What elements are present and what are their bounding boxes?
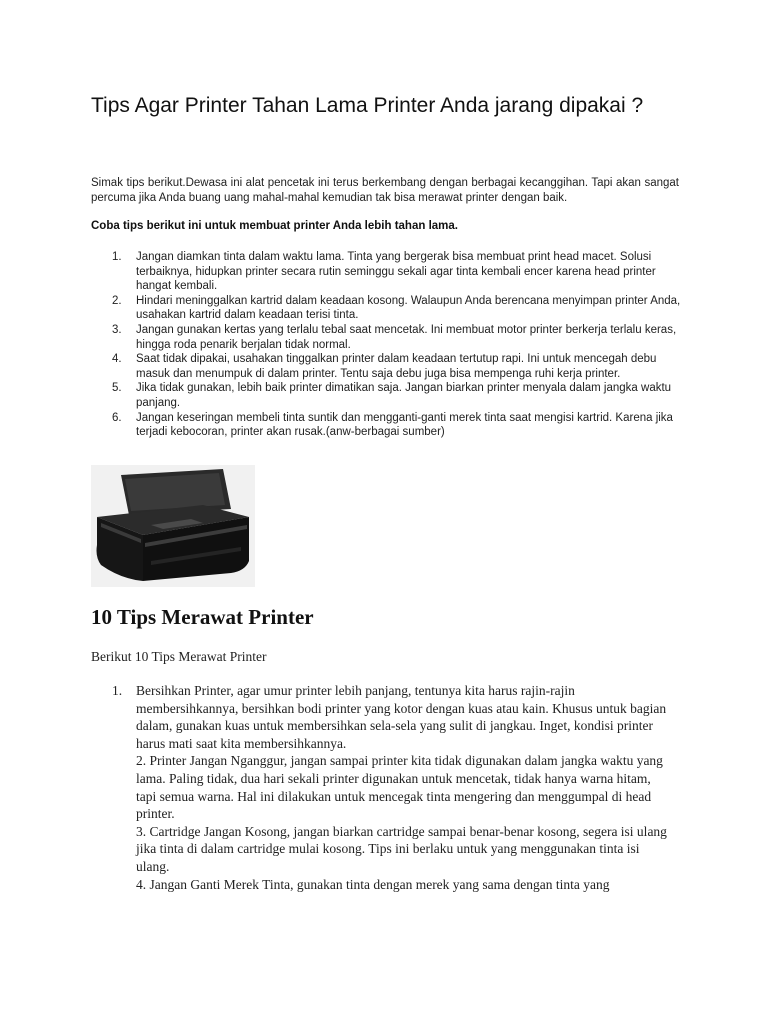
article-title: Tips Agar Printer Tahan Lama Printer Anda jarang dipakai ? [91, 94, 644, 117]
list-text: Jangan diamkan tinta dalam waktu lama. Tinta yang bergerak bisa membuat print head macet. Solusi terbaiknya, hidupkan printer secara rutin seminggu sekali agar tinta kembali encer karena head printer hangat kembali. [136, 251, 656, 293]
list-item [91, 323, 683, 352]
list-text: Saat tidak dipakai, usahakan tinggalkan printer dalam keadaan tertutup rapi. Ini untuk mencegah debu masuk dan menumpuk di dalam printer. Tentu saja debu juga bisa mempenga ruhi kerja printer. [136, 353, 657, 380]
list-text: Hindari meninggalkan kartrid dalam keadaan kosong. Walaupun Anda berencana menyimpan printer Anda, usahakan kartrid dalam keadaan terisi tinta. [136, 294, 681, 322]
printer-image [91, 465, 255, 587]
list-text: Jika tidak gunakan, lebih baik printer dimatikan saja. Jangan biarkan printer menyala dalam jangka waktu panjang. [136, 382, 672, 409]
list-item [91, 411, 683, 440]
list-text: 4. Jangan Ganti Merek Tinta, gunakan tinta dengan merek yang sama dengan tinta yang [136, 876, 610, 892]
list-item [91, 250, 683, 294]
list-item [91, 352, 683, 381]
list-number: 3. [112, 323, 122, 336]
list-number: 1. [112, 683, 123, 698]
intro-paragraph: Simak tips berikut.Dewasa ini alat pencetak ini terus berkembang dengan berbagai kecanggihan. Tapi akan sangat percuma jika Anda buang uang mahal-mahal kemudian tak bisa merawat printer dengan baik. [91, 177, 679, 204]
list-item [91, 381, 683, 410]
list-text: Jangan gunakan kertas yang terlalu tebal saat mencetak. Ini membuat motor printer berkerja terlalu keras, hingga roda penarik berjalan tidak normal. [136, 323, 677, 351]
printer-illustration [91, 465, 255, 587]
list-text: Jangan keseringan membeli tinta suntik dan mengganti-ganti merek tinta saat mengisi kartrid. Karena jika terjadi kebocoran, printer akan rusak.(anw-berbagai sumber) [136, 411, 673, 439]
section-heading: 10 Tips Merawat Printer [91, 605, 314, 629]
section-subheading: Berikut 10 Tips Merawat Printer [91, 649, 267, 664]
tips-list [91, 250, 683, 440]
list-number: 5. [112, 382, 122, 395]
list-item [91, 682, 671, 893]
list-number: 6. [112, 411, 122, 424]
care-tips-list [91, 682, 671, 893]
list-text: Bersihkan Printer, agar umur printer lebih panjang, tentunya kita harus rajin-rajin membersihkannya, bersihkan bodi printer yang kotor dengan kuas atau kain. Khusus untuk bagian dalam, gunakan kuas untuk membersihkan sela-sela yang sulit di jangkau. Inget, kondisi printer harus mati saat kita membersihkannya. [136, 683, 667, 751]
list-number: 4. [112, 353, 122, 366]
list-text: 2. Printer Jangan Nganggur, jangan sampai printer kita tidak digunakan dalam jangka waktu yang lama. Paling tidak, dua hari sekali printer digunakan untuk mencetak, tidak hanya warna hitam, tapi semua warna. Hal ini dilakukan untuk mencegak tinta mengering dan menggumpal di head printer. [136, 753, 663, 822]
bold-lead-line: Coba tips berikut ini untuk membuat printer Anda lebih tahan lama. [91, 220, 458, 232]
list-item [91, 294, 683, 323]
list-text: 3. Cartridge Jangan Kosong, jangan biarkan cartridge sampai benar-benar kosong, segera isi ulang jika tinta di dalam cartridge mulai kosong. Tips ini berlaku untuk yang menggunakan tinta isi ulang. [136, 823, 667, 874]
list-number: 1. [112, 251, 122, 263]
list-number: 2. [112, 294, 122, 307]
paper-tray-inner [125, 473, 225, 511]
